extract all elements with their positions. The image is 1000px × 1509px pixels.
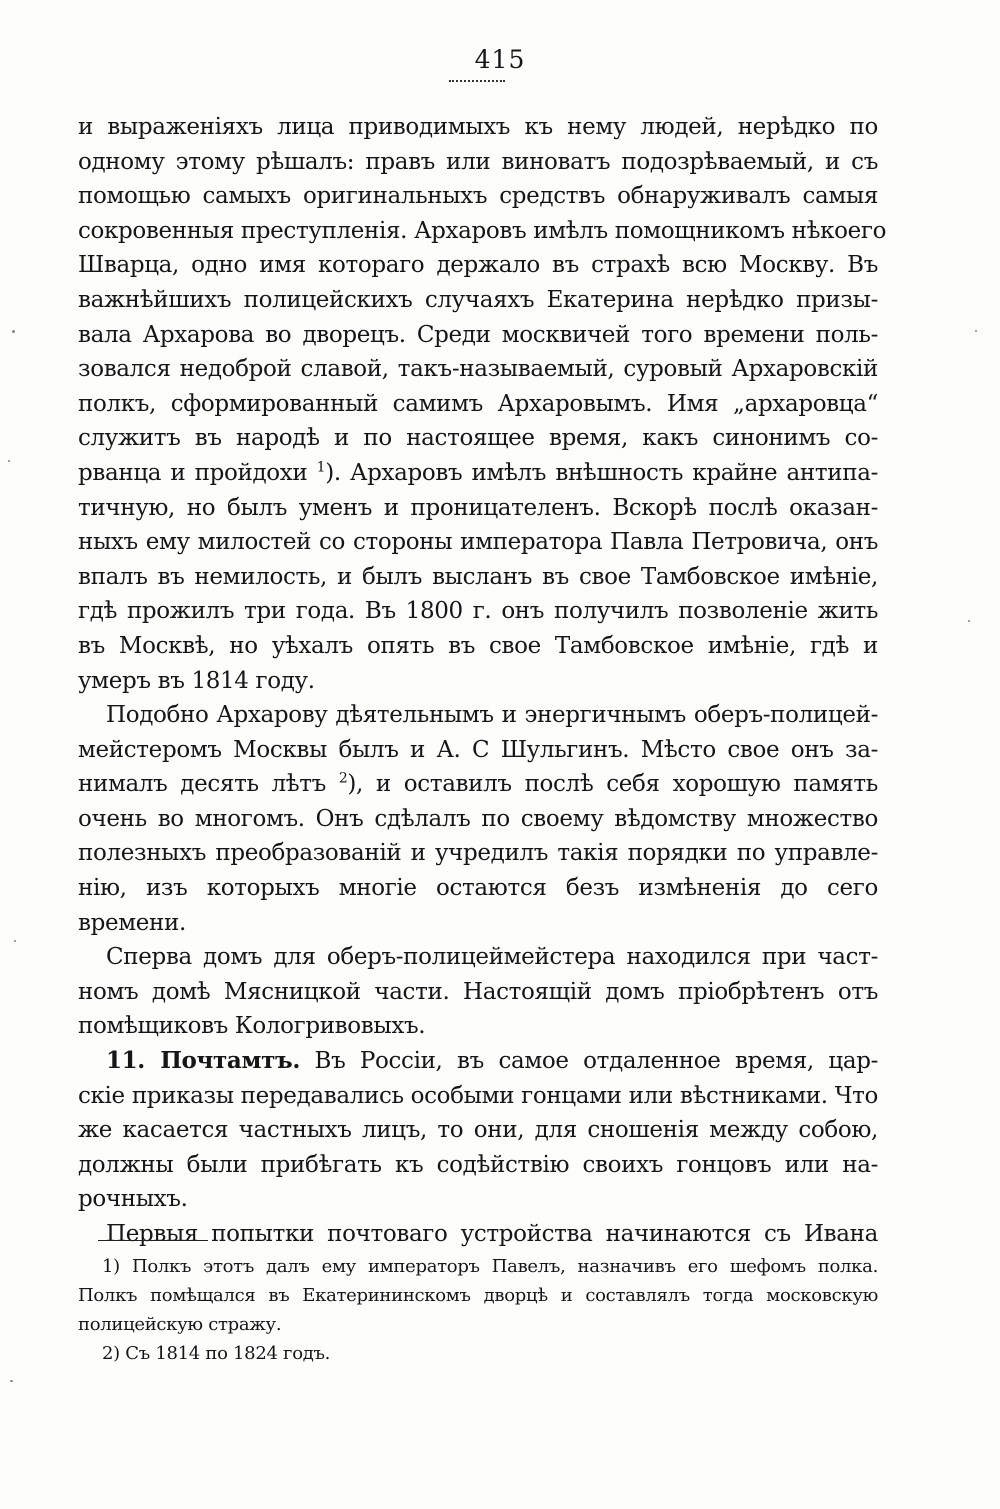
page-number: 415 [474,45,526,74]
text-line: должны были прибѣгать къ содѣйствію своихъ гонцовъ или на- [78,1151,878,1178]
scan-speck [8,460,10,462]
section-heading-line [78,1044,878,1079]
text-line: служитъ въ народѣ и по настоящее время, какъ синонимъ со- [78,425,878,452]
footnote-line: 1) Полкъ этотъ далъ ему императоръ Павелъ, назначивъ его шефомъ полка. [102,1256,878,1277]
footnote-2 [78,1339,878,1368]
footnote-line: Полкъ помѣщался въ Екатерининскомъ дворцѣ и составлялъ тогда московскую [78,1285,878,1306]
text-line: полкъ, сформированный самимъ Архаровымъ. Имя „архаровца“ [78,390,878,417]
footnote-line: 2) Съ 1814 по 1824 годъ. [102,1343,331,1364]
text-line: сокровенныя преступленія. Архаровъ имѣлъ помощникомъ нѣкоего [78,217,887,244]
scan-speck [975,330,977,332]
text-line: Подобно Архарову дѣятельнымъ и энергичнымъ оберъ-полицей- [106,702,878,729]
text-line: важнѣйшихъ полицейскихъ случаяхъ Екатерина нерѣдко призы- [78,286,878,313]
footnote-1 [78,1252,878,1339]
text-fragment: Въ Россіи, въ самое отдаленное время, цар- [299,1048,879,1075]
paragraph-2 [78,698,878,940]
text-line: тичную, но былъ уменъ и проницателенъ. Вскорѣ послѣ оказан- [78,494,878,521]
section-post-office [78,1044,878,1217]
text-line: зовался недоброй славой, такъ-называемый, суровый Архаровскій [78,356,878,383]
footnote-divider [98,1240,208,1241]
footnote-ref-1: 1 [316,459,326,476]
text-line: Шварца, одно имя котораго держало въ страхѣ всю Москву. Въ [78,252,878,279]
text-line: Первыя попытки почтоваго устройства начинаются съ Ивана [106,1221,878,1247]
footnote-ref-2: 2 [338,770,348,787]
text-line: времени. [78,909,186,936]
text-line: и выраженіяхъ лица приводимыхъ къ нему людей, нерѣдко по [78,114,878,140]
paragraph-3 [78,940,878,1044]
section-heading: 11. Почтамтъ. [106,1047,300,1075]
page-number-underline [449,80,505,82]
text-line: очень во многомъ. Онъ сдѣлалъ по своему вѣдомству множество [78,805,878,832]
footnote-line: полицейскую стражу. [78,1314,282,1335]
text-fragment: нималъ десять лѣтъ [78,771,339,798]
text-line: же касается частныхъ лицъ, то они, для сношенія между собою, [78,1117,878,1144]
text-line-with-footnote-ref [78,767,878,802]
text-line: помѣщиковъ Кологривовыхъ. [78,1013,426,1040]
scan-speck [14,940,16,942]
text-fragment: ), и оставилъ послѣ себя хорошую память [347,771,878,798]
footnotes [78,1252,878,1368]
scan-speck [12,330,15,333]
text-line: Сперва домъ для оберъ-полицеймейстера находился при част- [106,944,878,971]
text-line: номъ домѣ Мясницкой части. Настоящій домъ пріобрѣтенъ отъ [78,978,878,1005]
text-line: мейстеромъ Москвы былъ и А. С Шульгинъ. Мѣсто свое онъ за- [78,736,878,763]
scan-speck [968,620,970,622]
text-line: скіе приказы передавались особыми гонцами или вѣстниками. Что [78,1082,878,1109]
text-line-with-footnote-ref [78,456,878,491]
text-line: одному этому рѣшалъ: правъ или виноватъ подозрѣваемый, и съ [78,148,878,175]
text-fragment: рванца и пройдохи [78,459,317,486]
text-line: ныхъ ему милостей со стороны императора Павла Петровича, онъ [78,529,878,556]
text-line: впалъ въ немилость, и былъ высланъ въ свое Тамбовское имѣніе, [78,563,878,590]
main-text [78,110,887,1252]
text-fragment: ). Архаровъ имѣлъ внѣшность крайне антипа- [325,459,879,486]
text-line: рочныхъ. [78,1186,188,1213]
text-line: полезныхъ преобразованій и учредилъ такія порядки по управле- [78,840,878,867]
text-line: умеръ въ 1814 году. [78,667,315,694]
text-line: вала Архарова во дворецъ. Среди москвичей того времени поль- [78,321,878,348]
paragraph-5 [78,1217,878,1252]
text-line: въ Москвѣ, но уѣхалъ опять въ свое Тамбовское имѣніе, гдѣ и [78,632,878,659]
text-line: нію, изъ которыхъ многіе остаются безъ измѣненія до сего [78,875,878,902]
text-line: гдѣ прожилъ три года. Въ 1800 г. онъ получилъ позволеніе жить [78,598,878,625]
paragraph-1 [78,110,887,698]
scan-speck [10,1380,13,1382]
text-line: помощью самыхъ оригинальныхъ средствъ обнаруживалъ самыя [78,183,878,210]
